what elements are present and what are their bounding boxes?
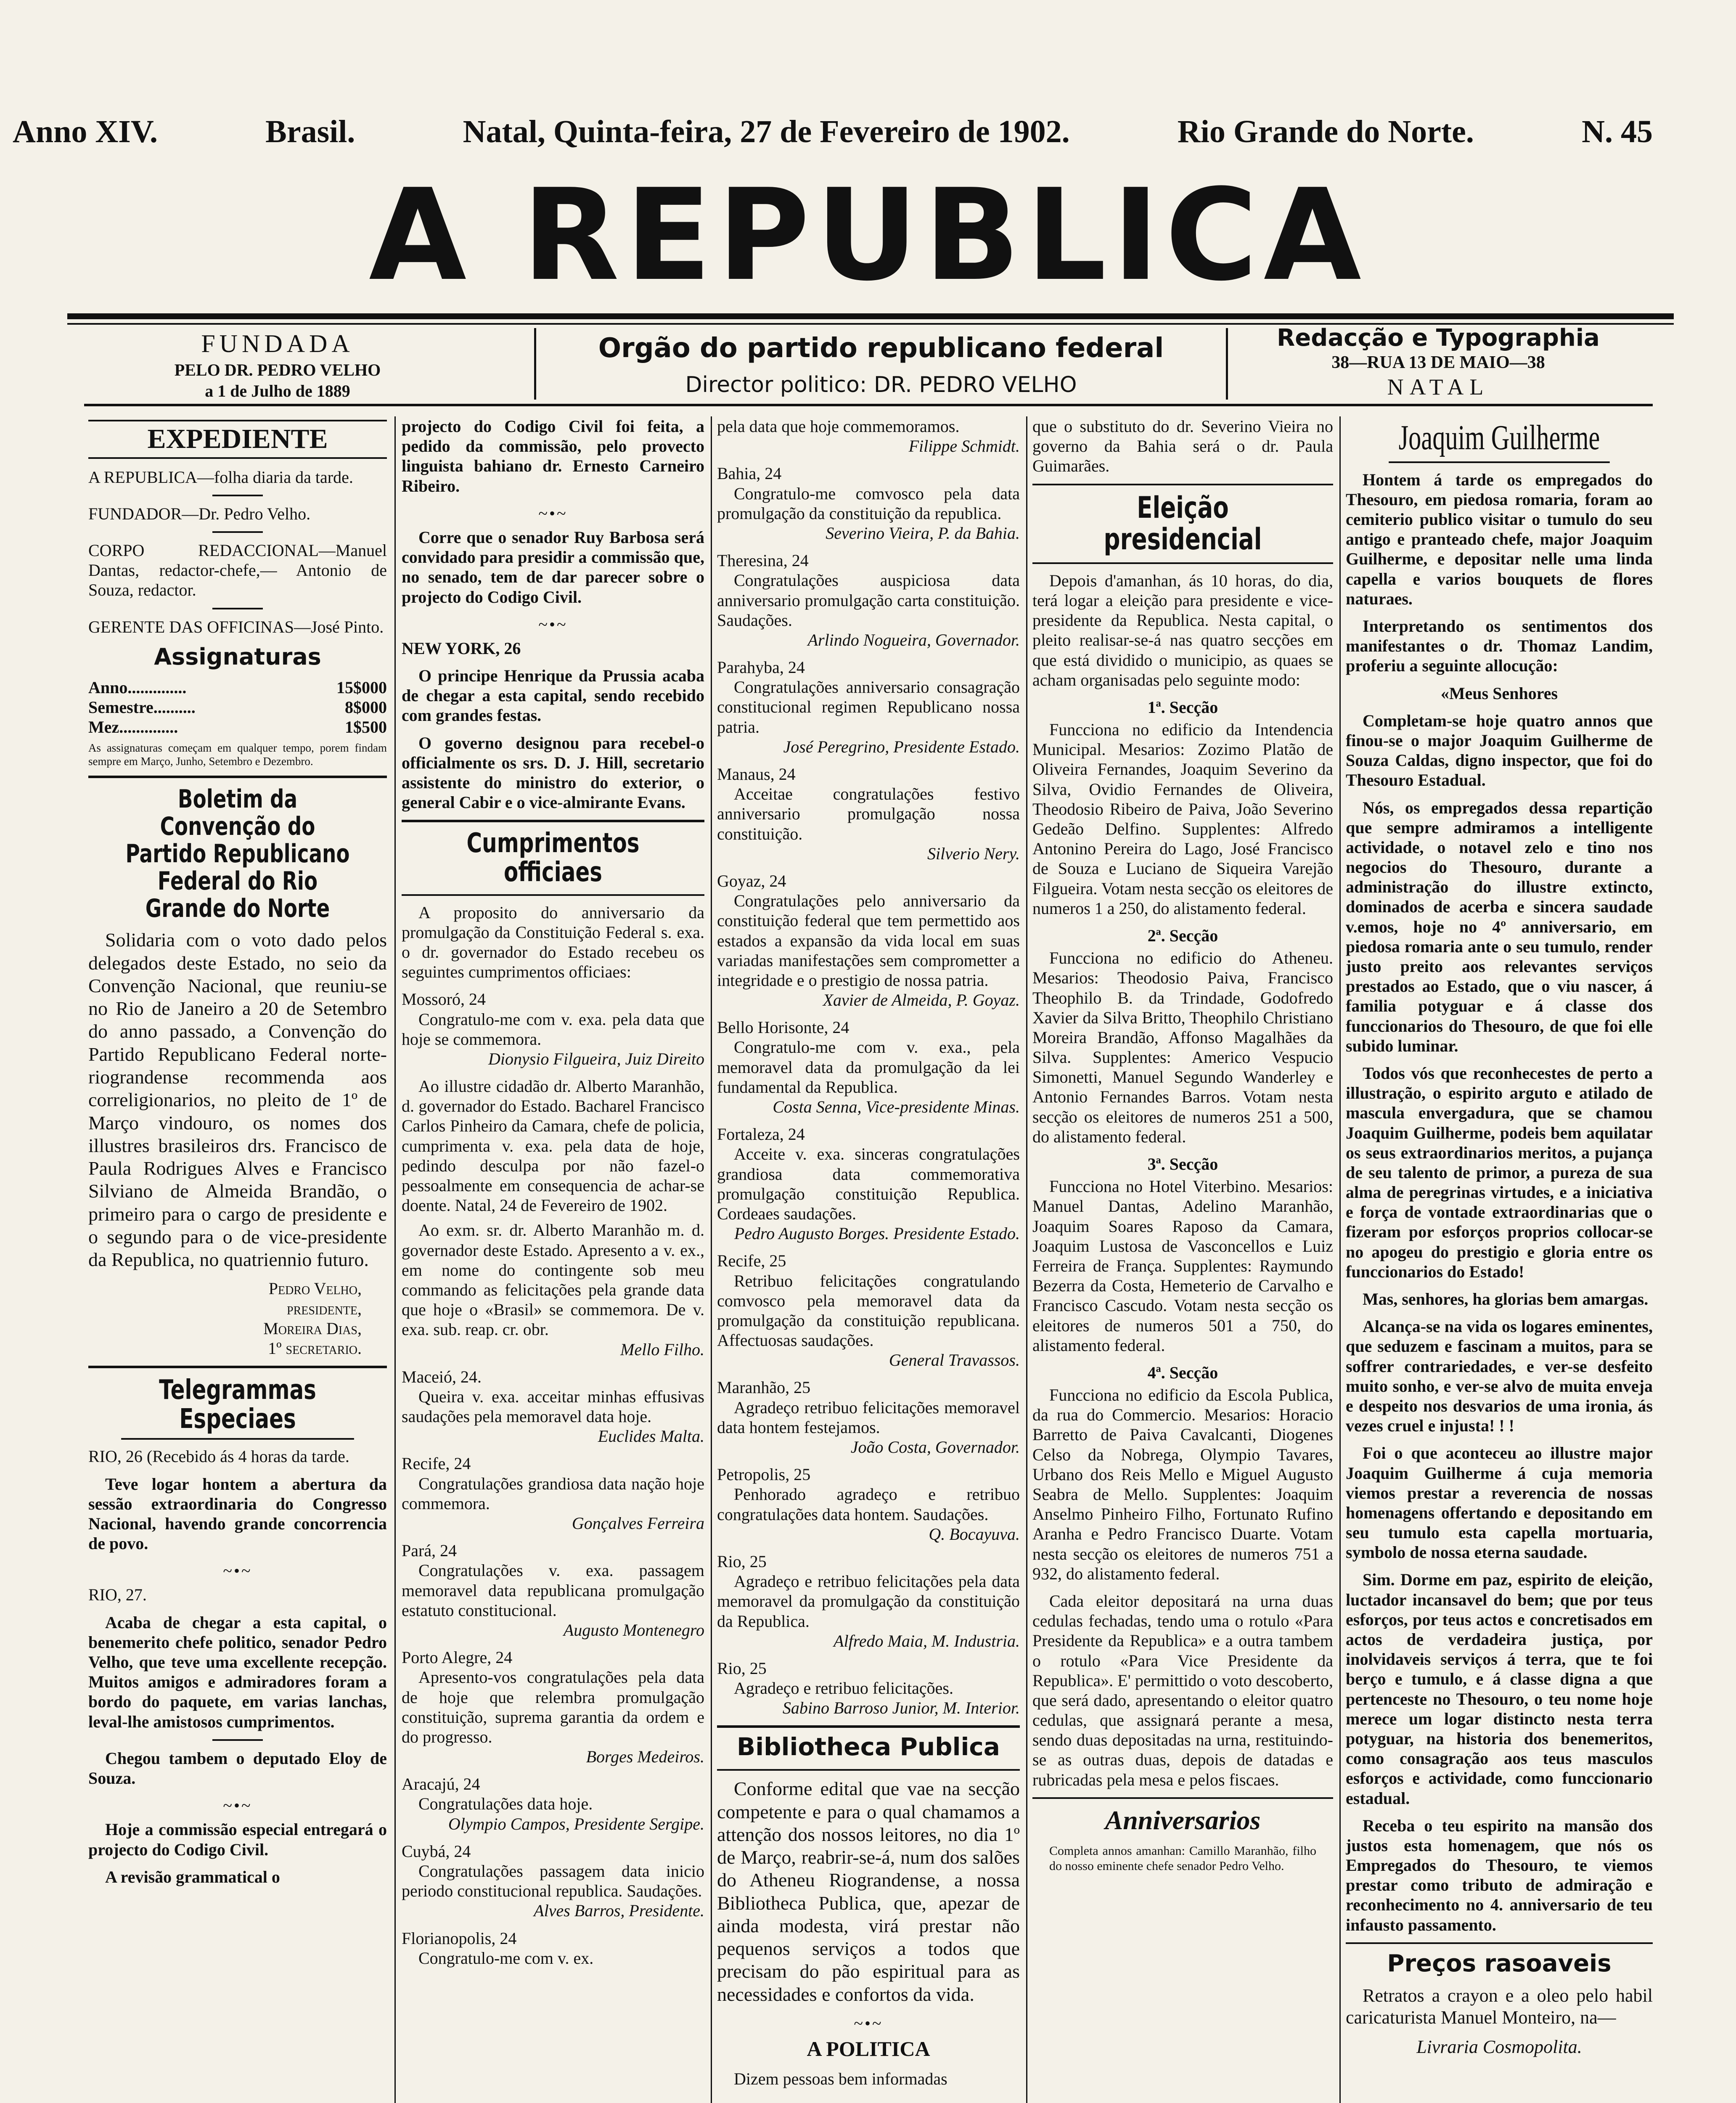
entry-text: Congratulo-me com v. ex. — [418, 1948, 594, 1968]
column-5 — [1346, 416, 1653, 2103]
seccao-text: Funcciona no edificio do Atheneu. Mesarios: Theodosio Paiva, Francisco Theophilo B. da Trindade, Godofredo Xavier da Silva Britto, Theophilo Christiano Moreira Brandão, Affonso Magalhães da Silva. Supplentes: Americo Vespucio Simonetti, Manuel Segundo Wanderley e Antonio Fernandes Barros. Votam nesta secção os eleitores de numeros 251 a 500, do alistamento federal. — [1032, 948, 1333, 1146]
expediente-line: FUNDADOR—Dr. Pedro Velho. — [88, 504, 311, 523]
entry-text: Congratulo-me comvosco pela data promulgação da constituição da republica. — [717, 484, 1020, 523]
cumprimentos-title: Cumprimentos officiaes — [466, 828, 640, 888]
price-row — [88, 717, 387, 737]
entry — [717, 764, 1020, 863]
entry-sign: Borges Medeiros. — [586, 1747, 704, 1767]
seccao-text: Funcciona no Hotel Viterbino. Mesarios: Manuel Dantas, Adelino Maranhão, Joaquim Soares Raposo da Camara, Joaquim Lustosa de Vasconcellos e Luiz Ferreira de França. Supplentes: Raymundo Bezerra da Costa, Hemeterio de Carvalho e Francisco Cascudo. Votam nesta secção os eleitores de numeros 501 a 750, do alistamento federal. — [1032, 1177, 1333, 1355]
cidade-data: Natal, Quinta-feira, 27 de Fevereiro de 1902. — [463, 114, 1070, 149]
jg-paragraph: Alcança-se na vida os logares eminentes, que seduzem e fascinam a muitos, para se soffrer contrariedades, e ver-se desfeito muito sonho, e ver-se alvo de muita enveja e despeito nos desvarios de uma ironia, ás vezes cruel e injusta! ! ! — [1346, 1317, 1653, 1436]
sign-line: Pedro Velho, — [268, 1279, 362, 1298]
column-rule-3 — [1026, 416, 1027, 2103]
entry-place: Rio, 25 — [717, 1552, 767, 1571]
redaccao-city: NATAL — [1387, 374, 1490, 400]
entry-place: Maranhão, 25 — [717, 1378, 811, 1397]
cumprimentos-intro: A proposito do anniversario da promulgação da Constituição Federal s. exa. o dr. governador do Estado recebeu os seguintes cumprimentos officiaes: — [402, 903, 704, 982]
entry-place: Manaus, 24 — [717, 765, 796, 784]
entry-sign: Silverio Nery. — [927, 844, 1020, 863]
entry-sign: Sabino Barroso Junior, M. Interior. — [782, 1698, 1020, 1718]
seccao-head: 1ª. Secção — [1147, 697, 1218, 717]
organ-box — [542, 328, 1220, 401]
entry-sign: Filippe Schmidt. — [908, 437, 1020, 456]
politica-text: Dizem pessoas bem informadas — [734, 2069, 947, 2089]
precos-title: Preços rasoaveis — [1387, 1949, 1612, 1977]
entry-sign: Pedro Augusto Borges. Presidente Estado. — [734, 1224, 1020, 1243]
assignaturas-title: Assignaturas — [154, 643, 321, 670]
entry-text: Acceitae congratulações festivo anniversario promulgação nossa constituição. — [717, 784, 1020, 843]
ny-text: O governo designou para recebel-o officialmente os srs. D. J. Hill, secretario assistente do ministro do exterior, o general Cabir e o vice-almirante Evans. — [402, 733, 704, 812]
entry-sign: Gonçalves Ferreira — [572, 1514, 704, 1533]
entry-place: Fortaleza, 24 — [717, 1125, 805, 1144]
entry-text: Congratulações pelo anniversario da constituição federal que tem permettido aos estados a expansão da vida local em suas variadas manifestações sem comprometter a integridade e o prestigio de nossa patria. — [717, 891, 1020, 990]
bibliotheca-title: Bibliotheca Publica — [737, 1732, 1000, 1761]
entry-place: Aracajú, 24 — [402, 1775, 480, 1794]
entry-text: Acceite v. exa. sinceras congratulações grandiosa data commemorativa promulgação constituição Republica. Cordeaes saudações. — [717, 1144, 1020, 1223]
tele-head: RIO, 26 (Recebido ás 4 horas da tarde. — [88, 1447, 349, 1466]
director-line: Director politico: DR. PEDRO VELHO — [685, 372, 1077, 397]
estado: Rio Grande do Norte. — [1177, 114, 1474, 149]
ruy-text: Corre que o senador Ruy Barbosa será convidado para presidir a commissão que, no senado, tem de dar parecer sobre o projecto do Codigo Civil. — [402, 527, 704, 607]
price-label: Semestre.......... — [88, 698, 196, 717]
ornament: ~•~ — [223, 1561, 252, 1581]
jg-paragraph: Sim. Dorme em paz, espirito de eleição, luctador incansavel do bem; que por teus esforços, por teus actos e concretisados em actos de verdadeira justiça, por inolvidaveis serviços á terra, que te foi berço e tumulo, e á classe digna a que pertenceste no Thesouro, o teu nome hoje merece um logar distincto nesta terra potyguar, na historia dos benemeritos, como consagração aos teus masculos esforços e actividade, como funccionario estadual. — [1346, 1570, 1653, 1808]
entry-text: Congratulações v. exa. passagem memoravel data republicana promulgação estatuto constitucional. — [402, 1561, 704, 1620]
eleicao-intro: Depois d'amanhan, ás 10 horas, do dia, terá logar a eleição para presidente e vice-presidente da Republica. Nesta capital, o pleito realisar-se-á nas quatro secções em que está dividido o municipio, as quaes se acham organisadas pelo seguinte modo: — [1032, 571, 1333, 689]
boletim-sign — [88, 1279, 387, 1358]
entry-text: Retribuo felicitações congratulando comvosco pela memoravel data da promulgação da constituição republicana. Affectuosas saudações. — [717, 1271, 1020, 1350]
sign-line: presidente, — [287, 1299, 362, 1318]
dateline — [13, 114, 1653, 150]
anniversarios-text: Completa annos amanhan: Camillo Maranhão, filho do nosso eminente chefe senador Pedro Velho. — [1049, 1844, 1316, 1873]
price-label: Anno.............. — [88, 678, 187, 697]
separator — [212, 1739, 263, 1741]
jg-paragraph: Completam-se hoje quatro annos que finou-se o major Joaquim Guilherme de Souza Caldas, digno inspector, que foi do Thesouro Estadual. — [1346, 711, 1653, 790]
entry-text: Penhorado agradeço e retribuo congratulações data hontem. Saudações. — [717, 1485, 1020, 1524]
entry-place: Bahia, 24 — [717, 464, 782, 483]
masthead-vrule-1 — [534, 328, 536, 400]
column-2 — [402, 416, 704, 2103]
entry — [717, 1124, 1020, 1243]
eleicao-closing: Cada eleitor depositará na urna duas cedulas fechadas, tendo uma o rotulo «Para Presidente da Republica» e a outra tambem o rotulo «Para Vice Presidente da Republica». E' permittido o voto descoberto, que será dado, apresentando o eleitor quatro cedulas, que assignará perante a mesa, sendo duas depositadas na urna, restituindo-se as outras duas, depois de datadas e rubricadas pela mesa e pelos fiscaes. — [1032, 1591, 1333, 1789]
seccao-head: 3ª. Secção — [1147, 1155, 1218, 1173]
section-rule — [1032, 484, 1333, 485]
entry-sign: General Travassos. — [889, 1351, 1020, 1370]
founder-fundada: FUNDADA — [201, 330, 354, 358]
precos-sign: Livraria Cosmopolita. — [1416, 2037, 1582, 2058]
entry — [402, 1841, 704, 1921]
tele-text: A revisão grammatical o — [105, 1867, 280, 1886]
politica-title: A POLITICA — [807, 2037, 930, 2061]
entry — [402, 1454, 704, 1533]
entry-place: Bello Horisonte, 24 — [717, 1018, 849, 1037]
boletim-text: Solidaria com o voto dado pelos delegados deste Estado, no seio da Convenção Nacional, que reuniu-se no Rio de Janeiro a 20 de Setembro do anno passado, a Convenção do Partido Republicano Federal norte-riograndense recommenda aos correligionarios, no pleito de 1º de Março vindouro, os nomes dos illustres brasileiros drs. Francisco de Paula Rodrigues Alves e Francisco Silviano de Almeida Brandão, o primeiro para o cargo de presidente e o segundo para o de vice-presidente da Republica, no quatriennio futuro. — [88, 929, 387, 1271]
entry-sign: Euclides Malta. — [598, 1427, 704, 1446]
masthead-rule-3 — [84, 404, 1653, 406]
price-value: 1$500 — [345, 718, 387, 737]
ornament: ~•~ — [854, 2013, 883, 2033]
column-rule-1 — [394, 416, 396, 2103]
section-rule — [1032, 1797, 1333, 1799]
section-rule — [717, 1725, 1020, 1728]
entry-text: Ao exm. sr. dr. Alberto Maranhão m. d. governador deste Estado. Apresento a v. ex., em nome do contingente sob meu commando as felicitações pela grande data que hoje o «Brasil» se commemora. De v. exa. sub. reap. cr. obr. — [402, 1221, 704, 1339]
ornament: ~•~ — [538, 503, 568, 523]
ornament: ~•~ — [538, 614, 568, 634]
entry — [402, 1076, 704, 1215]
redaccao-box — [1232, 324, 1644, 400]
entry-place: Mossoró, 24 — [402, 990, 486, 1009]
entry — [402, 1928, 704, 1968]
tele-text: Hoje a commissão especial entregará o projecto do Codigo Civil. — [88, 1820, 387, 1859]
section-rule — [402, 820, 704, 822]
tele-text: Acaba de chegar a esta capital, o benemerito chefe politico, senador Pedro Velho, que teve uma excellente recepção. Muitos amigos e admiradores foram a bordo do paquete, em varias lanchas, leval-lhe amistosos cumprimentos. — [88, 1613, 387, 1731]
column-1 — [88, 416, 387, 2103]
column-3 — [717, 416, 1020, 2103]
entry — [402, 1774, 704, 1834]
organ-line: Orgão do partido republicano federal — [598, 333, 1164, 364]
entry — [717, 1658, 1020, 1718]
entry — [717, 464, 1020, 543]
entry — [717, 1552, 1020, 1651]
entry-sign: Augusto Montenegro — [563, 1620, 704, 1639]
seccao-text: Funcciona no edificio da Intendencia Municipal. Mesarios: Zozimo Platão de Oliveira Fernandes, Joaquim Severino da Silva, Ovidio Fernandes de Oliveira, Theodosio Ribeiro de Paiva, João Severino Gedeão Delfino. Supplentes: Alfredo Antonino Pereira do Lago, José Francisco de Souza e Luciano de Siqueira Varejão Filgueira. Votam nesta secção os eleitores de numeros 1 a 250, do alistamento federal. — [1032, 720, 1333, 918]
substituto-text: que o substituto do dr. Severino Vieira no governo da Bahia será o dr. Paula Guimarães. — [1032, 417, 1333, 476]
entry-text: Congratulações passagem data inicio periodo constitucional republica. Saudações. — [402, 1862, 704, 1901]
entry — [717, 657, 1020, 757]
column-rule-2 — [711, 416, 712, 2103]
section-rule — [1346, 1942, 1653, 1944]
joaquim-guilherme-title: Joaquim Guilherme — [1389, 419, 1610, 463]
entry — [717, 1377, 1020, 1457]
entry-text: Queira v. exa. acceitar minhas effusivas saudações pela memoravel data hoje. — [402, 1387, 704, 1426]
price-label: Mez.............. — [88, 718, 178, 737]
seccao-text: Funcciona no edificio da Escola Publica, da rua do Commercio. Mesarios: Horacio Barretto de Paiva Cavalcanti, Diogenes Celso da Nobrega, Olympio Tavares, Urbano dos Reis Mello e Miguel Augusto Seabra de Mello. Supplentes: Joaquim Anselmo Pinheiro Filho, Fortunato Rufino Aranha e Pedro Francisco Duarte. Votam nesta secção os eleitores de numeros 751 a 932, do alistamento federal. — [1032, 1385, 1333, 1583]
entry — [717, 1465, 1020, 1544]
entry-place: Recife, 25 — [717, 1251, 786, 1271]
jg-paragraph: Hontem á tarde os empregados do Thesouro, em piedosa romaria, foram ao cemiterio publico visitar o tumulo do seu antigo e pranteado chefe, major Joaquim Guilherme, e depositar nelle uma linda capella e varios bouquets de flores naturaes. — [1346, 470, 1653, 608]
entry — [402, 1220, 704, 1359]
entry — [717, 1251, 1020, 1370]
entry-place: Goyaz, 24 — [717, 871, 786, 890]
column-4 — [1032, 416, 1333, 2103]
entry-place: Cuybá, 24 — [402, 1841, 471, 1861]
expediente-title: EXPEDIENTE — [88, 420, 387, 459]
section-rule — [717, 1769, 1020, 1771]
eleicao-title: Eleição presidencial — [1104, 490, 1262, 557]
entry-sign: Costa Senna, Vice-presidente Minas. — [773, 1097, 1020, 1116]
entry-place: Pará, 24 — [402, 1541, 457, 1560]
anno: Anno XIV. — [13, 114, 158, 149]
boletim-title: Boletim da Convenção do Partido Republicano Federal do Rio Grande do Norte — [125, 784, 350, 923]
tele-text: Chegou tambem o deputado Eloy de Souza. — [88, 1748, 387, 1788]
entry — [402, 1541, 704, 1640]
price-row — [88, 678, 387, 697]
ornament: ~•~ — [223, 1796, 252, 1815]
entry-place: Porto Alegre, 24 — [402, 1648, 513, 1667]
entry-text: Congratulações grandiosa data nação hoje commemora. — [402, 1474, 704, 1513]
ny-head: NEW YORK, 26 — [402, 638, 521, 658]
anniversarios-title: Anniversarios — [1105, 1805, 1261, 1835]
entry-sign: João Costa, Governador. — [850, 1438, 1020, 1457]
price-value: 15$000 — [336, 678, 387, 697]
entry — [717, 551, 1020, 650]
section-rule — [88, 1366, 387, 1368]
entry-text: Ao illustre cidadão dr. Alberto Maranhão, d. governador do Estado. Bacharel Francisco Carlos Pinheiro da Camara, chefe de policia, cumprimenta v. exa. pela data de hoje, pedindo desculpa por não fazel-o pessoalmente em consequencia de achar-se doente. Natal, 24 de Fevereiro de 1902. — [402, 1077, 704, 1215]
codigo-text: projecto do Codigo Civil foi feita, a pedido da commissão, pelo provecto linguista bahiano dr. Ernesto Carneiro Ribeiro. — [402, 417, 704, 495]
separator — [212, 608, 263, 609]
entry-sign: Severino Vieira, P. da Bahia. — [826, 523, 1020, 543]
entry — [402, 1367, 704, 1446]
entry-sign: Arlindo Nogueira, Governador. — [807, 630, 1020, 649]
entry-place: Maceió, 24. — [402, 1367, 482, 1386]
entry-text: Congratulações data hoje. — [418, 1794, 593, 1814]
entry-place: Parahyba, 24 — [717, 658, 805, 677]
pais: Brasil. — [265, 114, 355, 149]
seccao-head: 4ª. Secção — [1147, 1363, 1218, 1382]
ny-text: O principe Henrique da Prussia acaba de chegar a esta capital, sendo recebido com grandes festas. — [402, 666, 704, 725]
entry-text: Agradeço e retribuo felicitações. — [734, 1679, 953, 1698]
entry-text: Congratulo-me com v. exa., pela memoravel data da promulgação da lei fundamental da Republica. — [717, 1038, 1020, 1097]
expediente-line: CORPO REDACCIONAL—Manuel Dantas, redactor-chefe,— Antonio de Souza, redactor. — [88, 540, 387, 600]
entry-sign: Dionysio Filgueira, Juiz Direito — [488, 1049, 704, 1068]
numero: N. 45 — [1582, 114, 1653, 149]
expediente-line: A REPUBLICA—folha diaria da tarde. — [88, 467, 353, 487]
jg-paragraph: Todos vós que reconhecestes de perto a illustração, o espirito arguto e atilado de mascula envergadura, que se chamou Joaquim Guilherme, podeis bem aquilatar os seus extraordinarios meritos, a pujança de seu talento de primor, a pureza de sua alma de peregrinas virtudes, e a iniciativa e força de vontade extraordinarias que o fizeram por esforços proprios collocar-se no apogeu do prestigio e gloria entre os funccionarios do Estado! — [1346, 1063, 1653, 1281]
masthead-rule-1 — [67, 313, 1674, 319]
redaccao-title: Redacção e Typographia — [1277, 324, 1600, 352]
assign-note: As assignaturas começam em qualquer tempo, porem findam sempre em Março, Junho, Setembro e Dezembro. — [88, 741, 387, 768]
entry-sign: Q. Bocayuva. — [929, 1524, 1020, 1544]
tele-head: RIO, 27. — [88, 1585, 147, 1605]
bibliotheca-text: Conforme edital que vae na secção competente e para o qual chamamos a attenção dos nossos leitores, no dia 1º de Março, reabrir-se-á, num dos salões do Atheneu Riograndense, a nossa Bibliotheca Publica, que, apezar de ainda modesta, virá prestar não pequenos serviços a todos que precisam do pão espiritual para as necessidades e confortos da vida. — [717, 1778, 1020, 2005]
entry — [717, 416, 1020, 456]
entry-sign: Alfredo Maia, M. Industria. — [834, 1631, 1020, 1650]
section-rule — [402, 894, 704, 896]
entry-text: Apresento-vos congratulações pela data de hoje que relembra promulgação constituição, suprema garantia da ordem e do progresso. — [402, 1668, 704, 1746]
precos-text: Retratos a crayon e a oleo pelo habil caricaturista Manuel Monteiro, na— — [1346, 1985, 1653, 2028]
entry — [402, 989, 704, 1069]
entry-text: Congratulações anniversario consagração constitucional regimen Republicano nossa patria. — [717, 678, 1020, 736]
entry-place: Rio, 25 — [717, 1658, 767, 1678]
entry-text: pela data que hoje commemoramos. — [717, 417, 960, 436]
tele-text: Teve logar hontem a abertura da sessão extraordinaria do Congresso Nacional, havendo grande concorrencia de povo. — [88, 1474, 387, 1553]
entry-place: Theresina, 24 — [717, 551, 809, 570]
founder-line: PELO DR. PEDRO VELHO — [174, 360, 381, 379]
entry-sign: Olympio Campos, Presidente Sergipe. — [448, 1814, 704, 1833]
separator — [212, 531, 263, 533]
entry-sign: José Peregrino, Presidente Estado. — [783, 737, 1020, 756]
column-rule-4 — [1339, 416, 1341, 2103]
masthead-vrule-2 — [1226, 328, 1228, 400]
jg-salutation: «Meus Senhores — [1440, 683, 1558, 703]
sign-line: Moreira Dias, — [263, 1319, 362, 1338]
jg-paragraph: Foi o que aconteceu ao illustre major Joaquim Guilherme á cuja memoria viemos prestar a reverencia de nossas homenagens offertando e depositando em seu tumulo esta capella mortuaria, symbolo de nossa eterna saudade. — [1346, 1443, 1653, 1562]
entry — [402, 1647, 704, 1767]
redaccao-address: 38—RUA 13 DE MAIO—38 — [1331, 353, 1545, 373]
entry-text: Congratulações auspiciosa data anniversario promulgação carta constituição. Saudações. — [717, 571, 1020, 630]
entry — [717, 1017, 1020, 1117]
section-rule — [88, 776, 387, 778]
seccao-head: 2ª. Secção — [1147, 926, 1218, 945]
jg-paragraph: Interpretando os sentimentos dos manifestantes o dr. Thomaz Landim, proferiu a seguinte allocução: — [1346, 617, 1653, 675]
entry-text: Agradeço retribuo felicitações memoravel data hontem festejamos. — [717, 1398, 1020, 1437]
price-row — [88, 697, 387, 717]
entry-text: Congratulo-me com v. exa. pela data que hoje se commemora. — [402, 1009, 704, 1049]
entry-text: Agradeço e retribuo felicitações pela data memoravel da promulgação da constituição da Republica. — [717, 1572, 1020, 1631]
entry-place: Recife, 24 — [402, 1454, 471, 1473]
entry-place: Florianopolis, 24 — [402, 1928, 517, 1948]
jg-paragraph: Receba o teu espirito na mansão dos justos esta homenagem, que nós os Empregados do Thesouro, te viemos prestar como tributo de admiração e reconhecimento no 4. anniversario de teu infausto passamento. — [1346, 1816, 1653, 1934]
founder-box — [84, 328, 471, 402]
telegrammas-title: Telegrammas Especiaes — [121, 1376, 354, 1440]
masthead-title: A REPUBLICA — [369, 162, 1367, 309]
jg-paragraph: Nós, os empregados dessa repartição que sempre admiramos a intelligente actividade, o notavel zelo e tino nos negocios do Thesouro, durante a administração do illustre extincto, dominados de acerba e sincera saudade v.emos, hoje no 4º anniversario, em piedosa romaria ante o seu tumulo, render justo preito aos relevantes serviços prestados ao Estado, que o viu nascer, á familia potyguar e á classe dos funccionarios do Thesouro, de que foi elle subido luminar. — [1346, 798, 1653, 1055]
entry-sign: Mello Filho. — [620, 1340, 704, 1359]
entry — [717, 871, 1020, 1010]
sign-line: 1º secretario. — [268, 1338, 362, 1358]
jg-paragraph: Mas, senhores, ha glorias bem amargas. — [1363, 1290, 1649, 1309]
founder-date: a 1 de Julho de 1889 — [205, 381, 350, 400]
expediente-line: GERENTE DAS OFFICINAS—José Pinto. — [88, 617, 384, 636]
entry-sign: Alves Barros, Presidente. — [534, 1901, 704, 1920]
entry-place: Petropolis, 25 — [717, 1465, 811, 1484]
entry-sign: Xavier de Almeida, P. Goyaz. — [823, 991, 1020, 1010]
price-value: 8$000 — [345, 698, 387, 717]
section-rule — [1032, 562, 1333, 564]
separator — [212, 495, 263, 496]
